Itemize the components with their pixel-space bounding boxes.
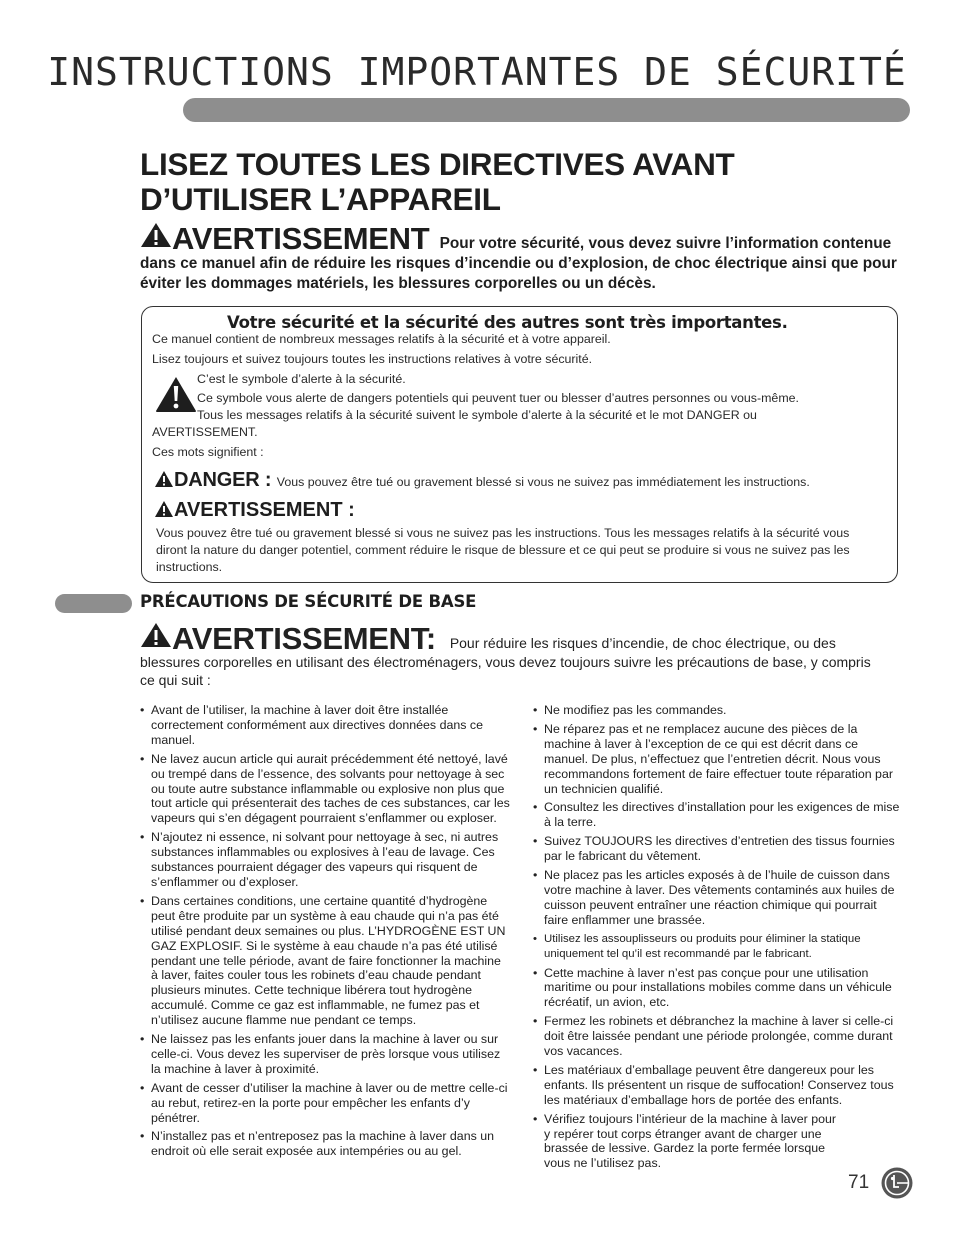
page-number: 71	[848, 1172, 870, 1193]
danger-triangle-icon	[154, 470, 174, 488]
danger-text: Vous pouvez être tué ou gravement blessé si vous ne suivez pas immédiatement les instructions.	[276, 475, 810, 489]
list-item: • Ne modifiez pas les commandes.	[533, 703, 903, 718]
warning-intro-label: AVERTISSEMENT	[172, 221, 430, 256]
list-item: • Ne lavez aucun article qui aurait précédemment été nettoyé, lavé ou trempé dans de l’essence, des solvants pour nettoyage à sec ou toute autre substance inflammable ou explosive non plus que tout article qui présenterait des taches de ces substances, car les vapeurs qui s’en dégagent pourraient s’enflammer ou exploser.	[140, 752, 510, 827]
list-item: • Suivez TOUJOURS les directives d’entretien des tissus fournies par le fabricant du vêtement.	[533, 834, 903, 864]
warning-basic	[140, 622, 885, 690]
list-item: • Cette machine à laver n’est pas conçue pour une utilisation maritime ou pour installations mobiles comme dans un véhicule récréatif, un avion, etc.	[533, 966, 903, 1011]
list-item: • Ne réparez pas et ne remplacez aucune des pièces de la machine à laver à l’exception de ce qui est décrit dans ce manuel. De plus, n’effectuez que l’entretien décrit. Nous vous recommandons fortement de faire effectuer toute réparation par un technicien qualifié.	[533, 722, 903, 797]
bullet-list-left	[140, 703, 510, 1163]
title-bar-divider	[183, 98, 910, 122]
safety-box-line2: Lisez toujours et suivez toujours toutes les instructions relatives à votre sécurité.	[152, 352, 593, 366]
section-marker-bar	[55, 594, 132, 613]
list-item: • Avant de l’utiliser, la machine à laver doit être installée correctement conformément aux directives données dans ce manuel.	[140, 703, 510, 748]
safety-message-box	[141, 306, 898, 583]
avertissement-label: AVERTISSEMENT :	[174, 499, 355, 521]
safety-box-title: Votre sécurité et la sécurité des autres sont très importantes.	[227, 313, 788, 332]
list-item: • N’installez pas et n’entreposez pas la machine à laver dans un endroit où elle serait exposée aux intempéries ou au gel.	[140, 1129, 510, 1159]
safety-symbol-line1: C’est le symbole d’alerte à la sécurité.	[197, 372, 406, 386]
main-heading-line1: LISEZ TOUTES LES DIRECTIVES AVANT	[140, 146, 735, 182]
list-item: • Avant de cesser d’utiliser la machine à laver ou de mettre celle-ci au rebut, retirez-en la porte pour empêcher les enfants d’y pénétrer.	[140, 1081, 510, 1126]
main-heading-line2: D’UTILISER L’APPAREIL	[140, 181, 501, 217]
section-title: PRÉCAUTIONS DE SÉCURITÉ DE BASE	[140, 592, 477, 611]
list-item: • Consultez les directives d’installation pour les exigences de mise à la terre.	[533, 800, 903, 830]
danger-row	[154, 469, 899, 492]
safety-symbol-line2: Ce symbole vous alerte de dangers potentiels qui peuvent tuer ou blesser d’autres personnes ou vous-même.	[197, 391, 799, 405]
list-item: • Dans certaines conditions, une certaine quantité d’hydrogène peut être produite par un système à eau chaude qui n’a pas été utilisé pendant deux semaines ou plus. L’HYDROGÈNE EST UN GAZ EXPLOSIF. Si le système à eau chaude n’a pas été utilisé pendant une telle période, avant de faire fonctionner la machine à laver, faites couler tous les robinets d’eau chaude pendant plusieurs minutes. Cette technique libérera tout hydrogène accumulé. Comme ce gaz est inflammable, ne fumez pas et n’utilisez aucune flamme nue pendant ce temps.	[140, 894, 510, 1028]
list-item: • Ne placez pas les articles exposés à de l’huile de cuisson dans votre machine à laver. Des vêtements contaminés aux huiles de cuisson peuvent entraîner une réaction chimique qui pourrait faire enflammer une brassée.	[533, 868, 903, 928]
safety-alert-symbol-icon	[155, 375, 197, 413]
page-title: INSTRUCTIONS IMPORTANTES DE SÉCURITÉ	[47, 50, 907, 94]
bullet-list-right	[533, 703, 903, 1175]
danger-label: DANGER :	[174, 469, 272, 491]
list-item: • Fermez les robinets et débranchez la machine à laver si celle-ci doit être laissée pendant une période prolongée, comme durant vos vacances.	[533, 1014, 903, 1059]
list-item: • Ne laissez pas les enfants jouer dans la machine à laver ou sur celle-ci. Vous devez les superviser de près lorsque vous utilisez la machine à laver à proximité.	[140, 1032, 510, 1077]
safety-symbol-line3: Tous les messages relatifs à la sécurité suivent le symbole d’alerte à la sécurité et le mot DANGER ou	[197, 408, 757, 422]
list-item: • N’ajoutez ni essence, ni solvant pour nettoyage à sec, ni autres substances inflammables ou explosives à l’eau de lavage. Ces substances pourraient dégager des vapeurs qui risquent de s’enflammer ou d’exploser.	[140, 830, 510, 890]
lg-logo-icon	[881, 1167, 913, 1199]
avertissement-text: Vous pouvez être tué ou gravement blessé si vous ne suivez pas les instructions. Tous les messages relatifs à la sécurité vous diront la nature du danger potentiel, comment réduire le risque de blessure et ce qui peut se produire si vous ne suivez pas les instructions.	[156, 526, 850, 574]
warning-basic-text: Pour réduire les risques d’incendie, de choc électrique, ou des blessures corporelles en utilisant des électroménagers, vous devez toujours suivre les précautions de base, y compris ce qui suit :	[140, 635, 871, 688]
warning-intro	[140, 222, 900, 294]
main-heading	[140, 147, 840, 217]
warning-basic-triangle-icon	[140, 622, 172, 648]
warning-triangle-icon	[140, 222, 172, 248]
warning-basic-label: AVERTISSEMENT:	[172, 621, 436, 656]
warning-intro-text: Pour votre sécurité, vous devez suivre l’information contenue dans ce manuel afin de réduire les risques d’incendie ou d’explosion, de choc électrique ainsi que pour éviter les dommages matériels, les blessures corporelles ou un décès.	[140, 235, 897, 292]
safety-symbol-line4: AVERTISSEMENT.	[152, 425, 258, 439]
safety-words-mean: Ces mots signifient :	[152, 445, 264, 459]
avertissement-triangle-icon	[154, 500, 174, 518]
avertissement-row	[154, 499, 355, 522]
list-item: • Utilisez les assouplisseurs ou produits pour éliminer la statique uniquement tel qu’il est recommandé par le fabricant.	[533, 932, 903, 962]
list-item: • Les matériaux d’emballage peuvent être dangereux pour les enfants. Ils présentent un risque de suffocation! Conservez tous les matériaux d’emballage hors de portée des enfants.	[533, 1063, 903, 1108]
list-item: • Vérifiez toujours l’intérieur de la machine à laver pour y repérer tout corps étranger avant de charger une brassée de lessive. Gardez la porte fermée lorsque vous ne l’utilisez pas.	[533, 1112, 903, 1172]
safety-box-line1: Ce manuel contient de nombreux messages relatifs à la sécurité et à votre appareil.	[152, 332, 611, 346]
